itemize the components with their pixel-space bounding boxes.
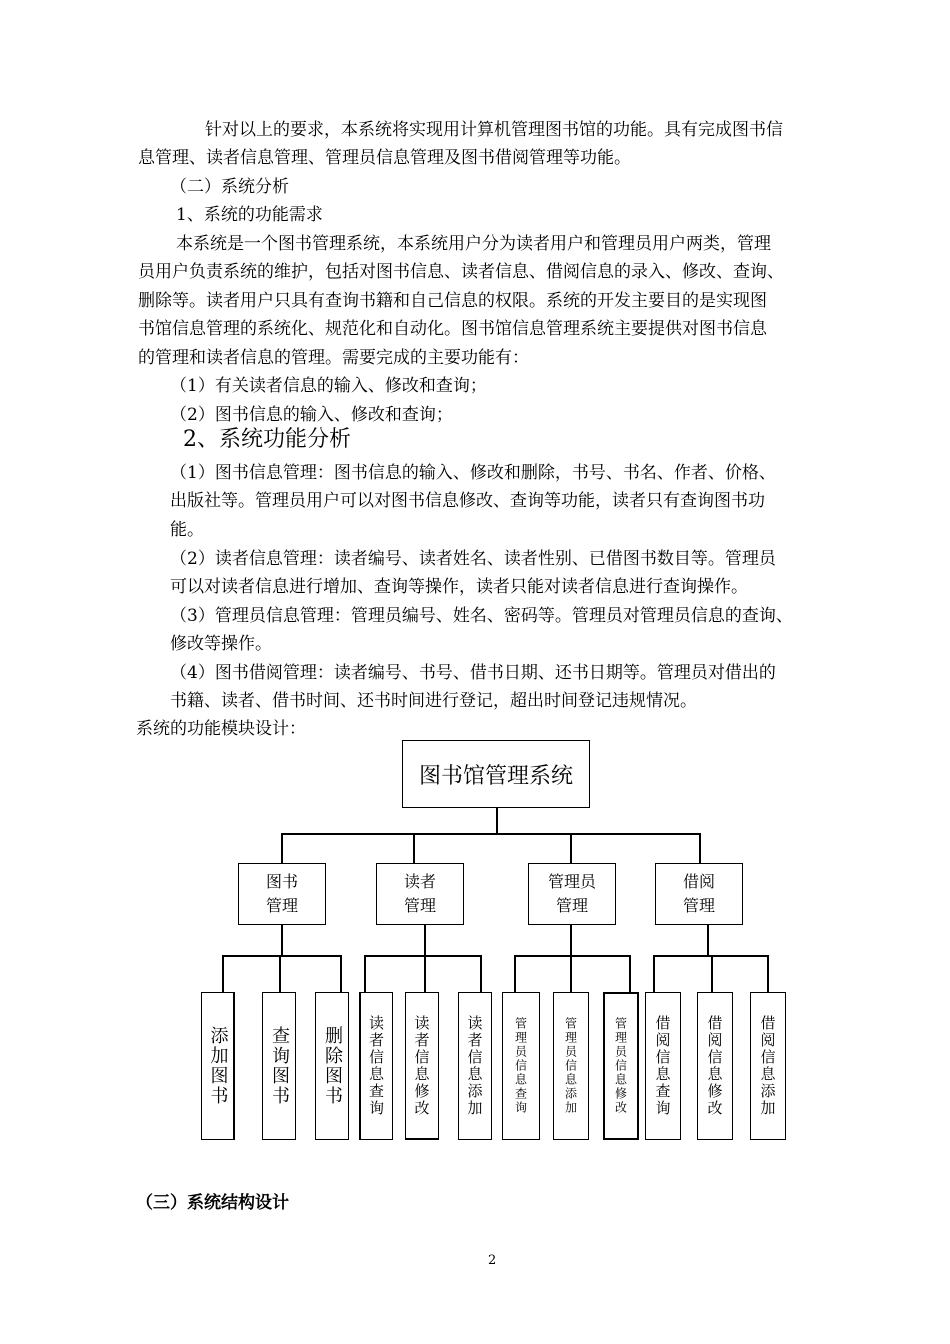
leaf-box-reader-add (458, 992, 492, 1140)
leaf-label: 读者信息修改 (412, 1014, 431, 1117)
connector-line (570, 955, 572, 992)
paragraph-line: 员用户负责系统的维护，包括对图书信息、读者信息、借阅信息的录入、修改、查询、 (138, 262, 784, 282)
subsection-heading: 1、系统的功能需求 (176, 205, 323, 225)
connector-line (364, 955, 482, 957)
connector-line (340, 955, 342, 992)
leaf-box-delete-book (315, 992, 349, 1140)
leaf-box-borrow-add (750, 992, 786, 1140)
leaf-label: 删除图书 (322, 1026, 343, 1106)
connector-line (496, 808, 498, 833)
module-label: 管理 (403, 896, 436, 915)
connector-line (570, 833, 572, 863)
function-line: （2）读者信息管理：读者编号、读者姓名、读者性别、已借图书数目等。管理员 (170, 549, 776, 569)
connector-line (480, 955, 482, 992)
function-line: 可以对读者信息进行增加、查询等操作，读者只能对读者信息进行查询操作。 (170, 577, 748, 597)
leaf-box-admin-query (502, 992, 540, 1140)
paragraph-line: 的管理和读者信息的管理。需要完成的主要功能有： (138, 348, 529, 368)
connector-line (281, 833, 283, 863)
module-box-borrow (655, 863, 743, 925)
connector-line (413, 833, 415, 863)
leaf-label: 借阅信息修改 (705, 1015, 724, 1117)
function-line: 能。 (170, 520, 204, 540)
connector-line (767, 955, 769, 992)
module-label: 管理 (682, 896, 715, 915)
paragraph-line: 删除等。读者用户只具有查询书籍和自己信息的权限。系统的开发主要目的是实现图 (138, 291, 767, 311)
paragraph-line: 息管理、读者信息管理、管理员信息管理及图书借阅管理等功能。 (138, 148, 631, 168)
leaf-label: 管理员信息添加 (563, 1017, 578, 1115)
connector-line (364, 955, 366, 992)
module-box-book (238, 863, 326, 925)
leaf-box-borrow-edit (697, 992, 733, 1140)
connector-line (514, 955, 631, 957)
connector-line (281, 925, 283, 955)
connector-line (699, 833, 701, 863)
module-label: 图书 (265, 872, 298, 891)
connector-line (707, 925, 709, 955)
section-heading: （二）系统分析 (170, 177, 289, 197)
requirement-item: （1）有关读者信息的输入、修改和查询； (170, 376, 487, 396)
module-label: 管理 (555, 896, 588, 915)
module-label: 读者 (403, 872, 436, 891)
leaf-label: 管理员信息修改 (613, 1017, 628, 1115)
connector-line (281, 833, 701, 835)
diagram-caption: 系统的功能模块设计： (136, 719, 306, 739)
module-label: 管理员 (547, 872, 596, 891)
leaf-label: 添加图书 (207, 1026, 229, 1106)
leaf-label: 借阅信息添加 (758, 1015, 777, 1117)
diagram-root-box (402, 740, 590, 808)
connector-line (629, 955, 631, 992)
function-line: 修改等操作。 (170, 634, 272, 654)
leaf-label: 借阅信息查询 (653, 1015, 672, 1117)
function-line: （3）管理员信息管理：管理员编号、姓名、密码等。管理员对管理员信息的查询、 (170, 606, 793, 626)
leaf-label: 读者信息添加 (465, 1015, 484, 1117)
subsection-heading: 2、系统功能分析 (183, 427, 351, 452)
leaf-box-borrow-query (645, 992, 681, 1140)
leaf-box-query-book (262, 992, 296, 1140)
function-line: （1）图书信息管理：图书信息的输入、修改和删除，书号、书名、作者、价格、 (170, 463, 776, 483)
leaf-box-admin-add (553, 992, 589, 1140)
leaf-box-reader-query (359, 992, 393, 1140)
connector-line (279, 955, 281, 992)
module-label: 借阅 (682, 872, 715, 891)
leaf-label: 读者信息查询 (367, 1015, 385, 1117)
diagram-root-label: 图书馆管理系统 (418, 763, 573, 789)
module-box-reader (376, 863, 464, 925)
section-heading: （三）系统结构设计 (136, 1193, 289, 1213)
page-number: 2 (488, 1253, 497, 1268)
leaf-label: 查询图书 (269, 1026, 290, 1106)
paragraph-line: 针对以上的要求，本系统将实现用计算机管理图书馆的功能。具有完成图书信 (205, 120, 783, 140)
function-line: 出版社等。管理员用户可以对图书信息修改、查询等功能，读者只有查询图书功 (170, 491, 765, 511)
connector-line (653, 955, 655, 992)
function-line: （4）图书借阅管理：读者编号、书号、借书日期、还书日期等。管理员对借出的 (170, 663, 776, 683)
leaf-box-reader-edit (405, 992, 439, 1140)
leaf-box-add-book (201, 992, 235, 1140)
requirement-item: （2）图书信息的输入、修改和查询； (170, 405, 453, 425)
leaf-box-admin-edit (603, 992, 639, 1140)
paragraph-line: 书馆信息管理的系统化、规范化和自动化。图书馆信息管理系统主要提供对图书信息 (138, 319, 767, 339)
connector-line (222, 955, 224, 992)
connector-line (711, 955, 713, 992)
connector-line (424, 925, 426, 955)
module-box-admin (528, 863, 616, 925)
connector-line (514, 955, 516, 992)
connector-line (222, 955, 342, 957)
connector-line (424, 955, 426, 992)
function-line: 书籍、读者、借书时间、还书时间进行登记，超出时间登记违规情况。 (170, 691, 697, 711)
module-label: 管理 (265, 896, 298, 915)
paragraph-line: 本系统是一个图书管理系统，本系统用户分为读者用户和管理员用户两类，管理 (176, 234, 771, 254)
connector-line (570, 925, 572, 955)
leaf-label: 管理员信息查询 (513, 1017, 528, 1115)
